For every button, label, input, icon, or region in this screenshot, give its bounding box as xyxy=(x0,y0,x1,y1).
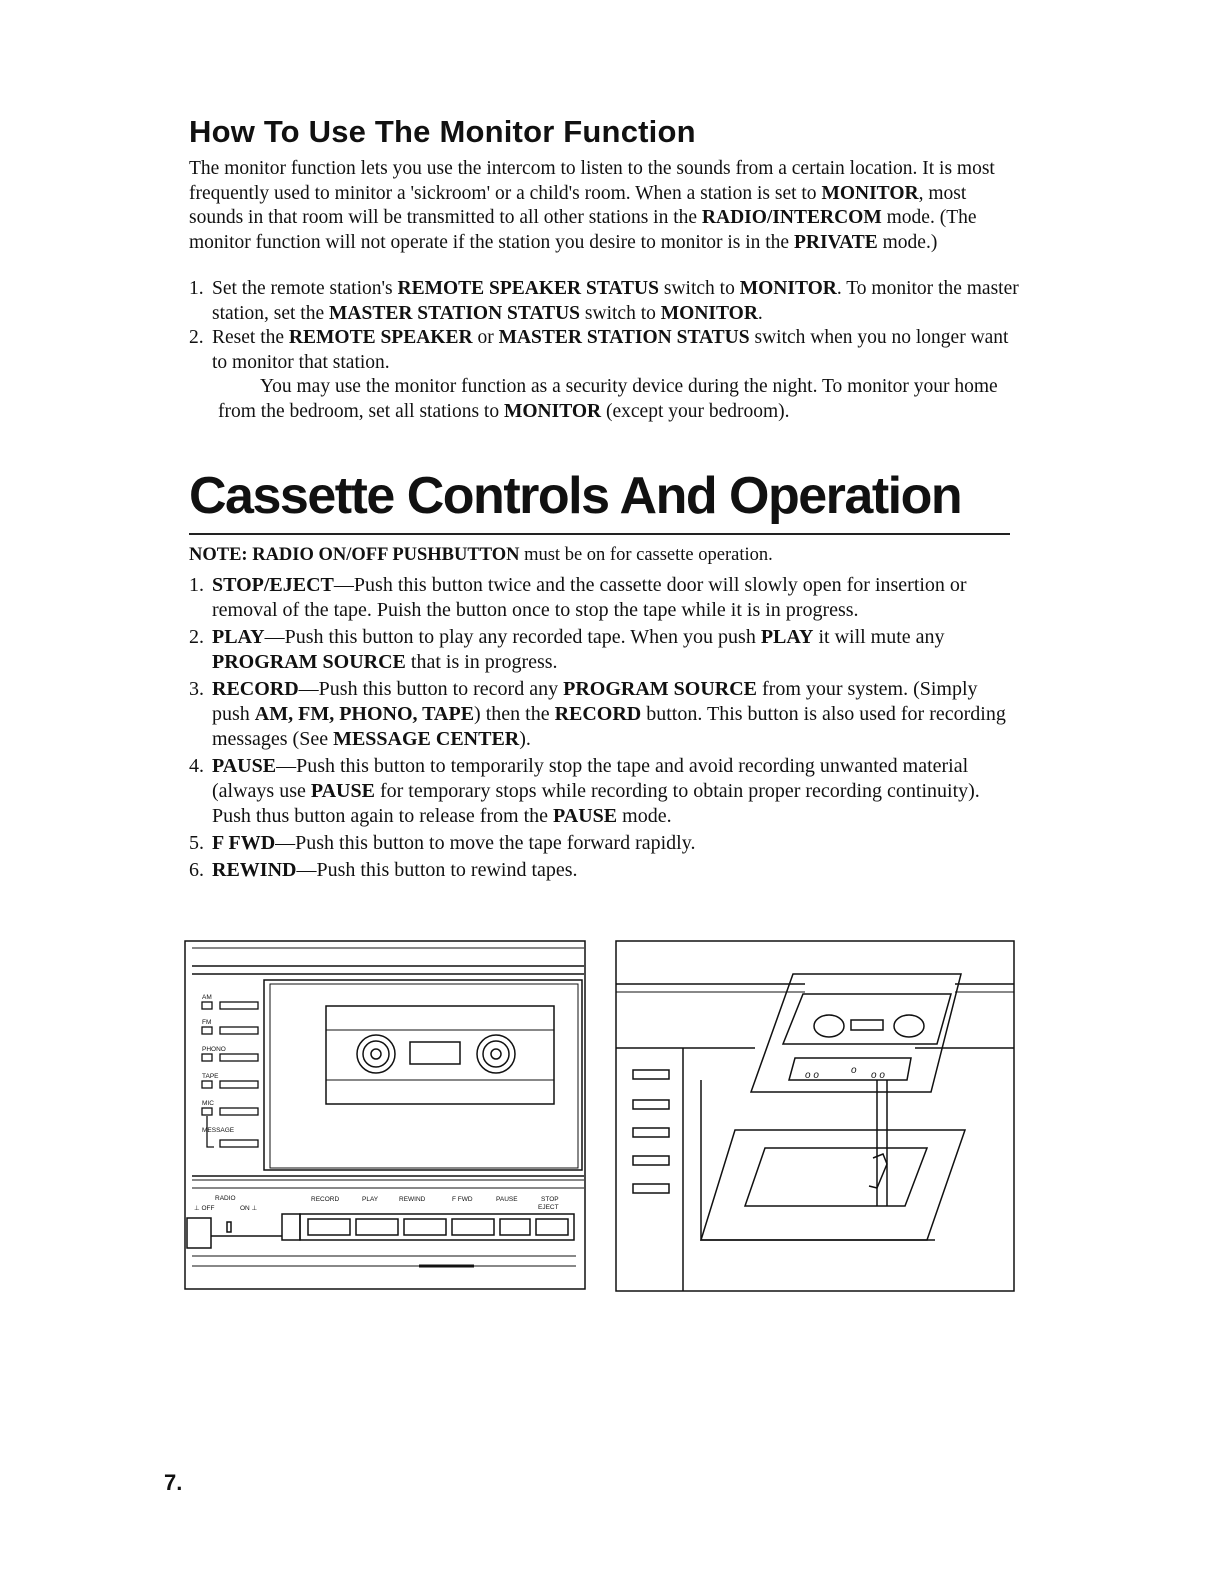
text-run: switch to xyxy=(658,278,740,299)
bold-term: PAUSE xyxy=(310,780,375,802)
text-run: ) then the xyxy=(474,703,555,725)
text-run: —Push this button to record any xyxy=(298,678,564,700)
step-number: 1. xyxy=(189,278,204,299)
am-label: AM xyxy=(202,994,212,1001)
bold-term: MONITOR xyxy=(739,278,837,299)
step-text xyxy=(212,278,1019,324)
monitor-step xyxy=(189,326,1019,375)
radio-label: RADIO xyxy=(215,1195,236,1202)
bold-term: RADIO/INTERCOM xyxy=(701,207,882,228)
eject-label: EJECT xyxy=(538,1204,559,1211)
off-label: ⊥ OFF xyxy=(194,1205,215,1212)
bold-term: MONITOR xyxy=(503,400,602,422)
text-run: —Push this button to play any recorded tape. When you push xyxy=(264,626,761,648)
text-run: . xyxy=(757,302,763,324)
bold-term: PLAY xyxy=(212,626,265,648)
text-run: The monitor function lets you use the intercom to listen to the sounds from a certain location. It is most frequently used to minitor a 'sickroom' or a child's room. When a station is set to xyxy=(189,158,995,204)
text-run: must be on for cassette operation. xyxy=(519,545,773,565)
bold-term: MESSAGE CENTER xyxy=(333,728,520,750)
ffwd-label: F FWD xyxy=(452,1196,473,1203)
bold-term: STOP/EJECT xyxy=(212,574,334,596)
bold-term: PROGRAM SOURCE xyxy=(563,678,757,700)
tip-text xyxy=(218,375,1019,424)
text-run: or xyxy=(472,327,499,348)
text-run: it will mute any xyxy=(813,626,945,648)
control-item xyxy=(189,677,1019,752)
cassette-controls-list xyxy=(189,573,1019,885)
bold-term: RECORD xyxy=(554,703,642,725)
message-label: MESSAGE xyxy=(202,1127,235,1134)
monitor-step xyxy=(189,277,1019,326)
cassette-note xyxy=(189,545,1019,566)
text-run: mode. xyxy=(617,805,672,827)
bold-term: REMOTE SPEAKER STATUS xyxy=(397,278,659,299)
text-run: You may use the monitor function as a security device during the night. To monitor your home from the bedroom, set all stations to xyxy=(218,376,998,422)
cassette-door xyxy=(701,1080,965,1240)
text-run: Set the remote station's xyxy=(212,278,398,299)
text-run: switch to xyxy=(580,302,661,324)
text-run: mode. (The monitor function will not operate if the station you desire to monitor is in the xyxy=(189,207,977,253)
text-run: —Push this button to rewind tapes. xyxy=(296,859,578,881)
item-number: 6. xyxy=(189,859,204,881)
transport-buttons xyxy=(187,1214,574,1248)
text-run: —Push this button twice and the cassette door will slowly open for insertion or removal of the tape. Puish the button once to stop the tape while it is in progress. xyxy=(212,574,967,621)
bold-term: MONITOR xyxy=(660,302,758,324)
bold-term: RECORD xyxy=(212,678,299,700)
monitor-steps-list xyxy=(189,277,1019,424)
item-text xyxy=(212,574,967,621)
bold-term: PAUSE xyxy=(212,755,277,777)
item-number: 2. xyxy=(189,626,204,648)
text-run: button. This button is also used for recording messages (See xyxy=(212,703,1006,750)
rewind-label: REWIND xyxy=(399,1196,426,1203)
text-run: Reset the xyxy=(212,327,289,348)
text-run: —Push this button to move the tape forward rapidly. xyxy=(275,832,696,854)
mic-label: MIC xyxy=(202,1100,214,1107)
stop-label: STOP xyxy=(541,1196,559,1203)
step-number: 2. xyxy=(189,327,204,348)
bold-term: PLAY xyxy=(760,626,814,648)
control-item xyxy=(189,831,1019,856)
cassette-window xyxy=(326,1006,554,1104)
text-run: that is in progress. xyxy=(405,651,558,673)
svg-text:o o: o o xyxy=(805,1070,819,1081)
monitor-intro-paragraph xyxy=(189,157,1019,255)
bold-term: REWIND xyxy=(212,859,297,881)
item-text xyxy=(212,859,578,881)
svg-text:o: o xyxy=(851,1065,857,1076)
bold-term: MASTER STATION STATUS xyxy=(328,302,581,324)
phono-label: PHONO xyxy=(202,1046,226,1053)
text-run: switch when you no longer want to monitor that station. xyxy=(212,327,1009,373)
bold-term: AM, FM, PHONO, TAPE xyxy=(254,703,475,725)
text-run: mode.) xyxy=(877,231,938,253)
item-text xyxy=(212,626,945,673)
cassette-front-panel-figure xyxy=(184,940,586,1290)
step-text xyxy=(212,327,1008,373)
pause-label: PAUSE xyxy=(496,1196,518,1203)
text-run: for temporary stops while recording to obtain proper recording continuity). Push thus button again to release from the xyxy=(212,780,980,827)
item-number: 5. xyxy=(189,832,204,854)
page-number: 7. xyxy=(164,1470,183,1495)
fm-label: FM xyxy=(202,1019,212,1026)
bold-term: NOTE: RADIO ON/OFF PUSHBUTTON xyxy=(189,545,520,565)
item-number: 3. xyxy=(189,678,204,700)
item-number: 4. xyxy=(189,755,204,777)
bold-term: REMOTE SPEAKER xyxy=(288,327,473,348)
bold-term: PAUSE xyxy=(553,805,618,827)
control-item xyxy=(189,754,1019,829)
text-run: —Push this button to temporarily stop the tape and avoid recording unwanted material (always use xyxy=(212,755,969,802)
item-text xyxy=(212,678,1006,750)
bold-term: PRIVATE xyxy=(793,231,878,253)
svg-text:o o: o o xyxy=(871,1070,885,1081)
bold-term: F FWD xyxy=(212,832,276,854)
tape-label: TAPE xyxy=(202,1073,219,1080)
monitor-function-heading: How To Use The Monitor Function xyxy=(189,114,696,149)
bold-term: MASTER STATION STATUS xyxy=(498,327,750,348)
cassette-insertion-figure xyxy=(615,940,1015,1292)
item-text xyxy=(212,832,695,854)
text-run: . To monitor the master station, set the xyxy=(212,278,1019,324)
text-run: , most sounds in that room will be transmitted to all other stations in the xyxy=(189,182,967,228)
item-text xyxy=(212,755,980,827)
text-run: from your system. (Simply push xyxy=(212,678,978,725)
control-item xyxy=(189,625,1019,675)
bold-term: MONITOR xyxy=(821,182,919,204)
security-tip xyxy=(189,375,1019,424)
cassette-section-heading: Cassette Controls And Operation xyxy=(189,467,962,525)
record-label: RECORD xyxy=(311,1196,340,1203)
item-number: 1. xyxy=(189,574,204,596)
heading-divider xyxy=(189,533,1010,535)
play-label: PLAY xyxy=(362,1196,379,1203)
text-run: ). xyxy=(519,728,531,750)
on-label: ON ⊥ xyxy=(240,1205,258,1212)
text-run: (except your bedroom). xyxy=(601,400,790,422)
control-item xyxy=(189,858,1019,883)
bold-term: PROGRAM SOURCE xyxy=(212,651,406,673)
control-item xyxy=(189,573,1019,623)
